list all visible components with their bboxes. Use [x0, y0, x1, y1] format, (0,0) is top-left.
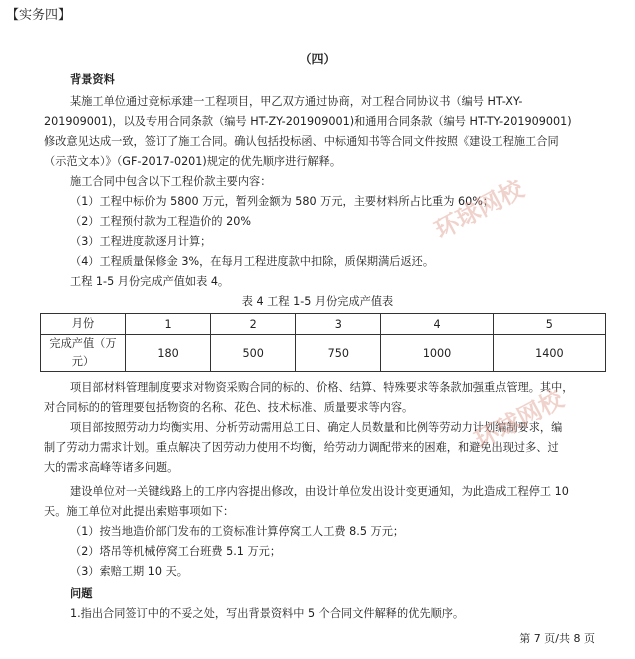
table-row: [41, 314, 606, 335]
background-heading: 背景资料: [70, 73, 115, 86]
table-cell: 1400: [493, 335, 605, 372]
paragraph-line: 制了劳动力需求计划。重点解决了因劳动力使用不均衡，给劳动力调配带来的困难，和避免出现过多、过: [44, 441, 559, 454]
question-heading: 问题: [70, 587, 93, 600]
table-cell: 2: [211, 314, 296, 335]
list-item: （3）工程进度款逐月计算；: [70, 235, 212, 248]
table-header-cell: [41, 335, 126, 372]
table-cell: 3: [296, 314, 381, 335]
output-table: [40, 313, 606, 372]
table-cell: 1: [126, 314, 211, 335]
table-cell: 750: [296, 335, 381, 372]
question-text: 1.指出合同签订中的不妥之处，写出背景资料中 5 个合同文件解释的优先顺序。: [70, 607, 465, 620]
watermark-logo: 环球网校: [430, 174, 529, 245]
list-item: （2）工程预付款为工程造价的 20%: [70, 215, 251, 228]
table-cell: 500: [211, 335, 296, 372]
section-tag: 【实务四】: [6, 8, 72, 23]
table-cell: 5: [493, 314, 605, 335]
paragraph-line: 对合同标的的管理要包括物资的名称、花色、技术标准、质量要求等内容。: [44, 401, 414, 414]
row-label-line: 完成产值（万: [49, 337, 117, 350]
paragraph-line: 项目部材料管理制度要求对物资采购合同的标的、价格、结算、特殊要求等条款加强重点管理。其中，: [70, 381, 574, 394]
paragraph-line: 建设单位对一关键线路上的工序内容提出修改，由设计单位发出设计变更通知，为此造成工程停工 10: [70, 485, 569, 498]
paragraph-line: 大的需求高峰等诸多问题。: [44, 461, 179, 474]
list-item: （4）工程质量保修金 3%，在每月工程进度款中扣除，质保期满后返还。: [70, 255, 435, 268]
list-item: （1）工程中标价为 5800 万元，暂列金额为 580 万元，主要材料所占比重为 60%；: [70, 195, 495, 208]
table-header-cell: 月份: [41, 314, 126, 335]
list-item: （2）塔吊等机械停窝工台班费 5.1 万元；: [70, 545, 282, 558]
paragraph-line: 某施工单位通过竞标承建一工程项目，甲乙双方通过协商，对工程合同协议书（编号 HT-XY-: [70, 95, 523, 108]
table-row: [41, 335, 606, 372]
paragraph-line: 工程 1-5 月份完成产值如表 4。: [70, 275, 230, 288]
paragraph-line: 项目部按照劳动力均衡实用、分析劳动需用总工日、确定人员数量和比例等劳动力计划编制要求，编: [70, 421, 563, 434]
paragraph-line: 201909001)，以及专用合同条款（编号 HT-ZY-201909001)和通用合同条款（编号 HT-TY-201909001): [44, 115, 572, 128]
page-footer: 第 7 页/共 8 页: [519, 632, 595, 645]
list-item: （3）索赔工期 10 天。: [70, 565, 188, 578]
paragraph-line: 天。施工单位对此提出索赔事项如下：: [44, 505, 235, 518]
table-cell: 180: [126, 335, 211, 372]
section-title: （四）: [299, 52, 336, 66]
table-caption: 表 4 工程 1-5 月份完成产值表: [241, 295, 394, 308]
list-item: （1）按当地造价部门发布的工资标准计算停窝工人工费 8.5 万元；: [70, 525, 405, 538]
row-label-line: 元）: [71, 355, 95, 368]
paragraph-line: （示范文本）》（GF-2017-0201)规定的优先顺序进行解释。: [44, 155, 342, 168]
watermark-logo: 环球网校: [470, 384, 569, 455]
table-cell: 4: [381, 314, 493, 335]
paragraph-line: 修改意见达成一致，签订了施工合同。确认包括投标函、中标通知书等合同文件按照《建设工程施工合同: [44, 135, 559, 148]
paragraph-line: 施工合同中包含以下工程价款主要内容：: [70, 175, 272, 188]
table-cell: 1000: [381, 335, 493, 372]
